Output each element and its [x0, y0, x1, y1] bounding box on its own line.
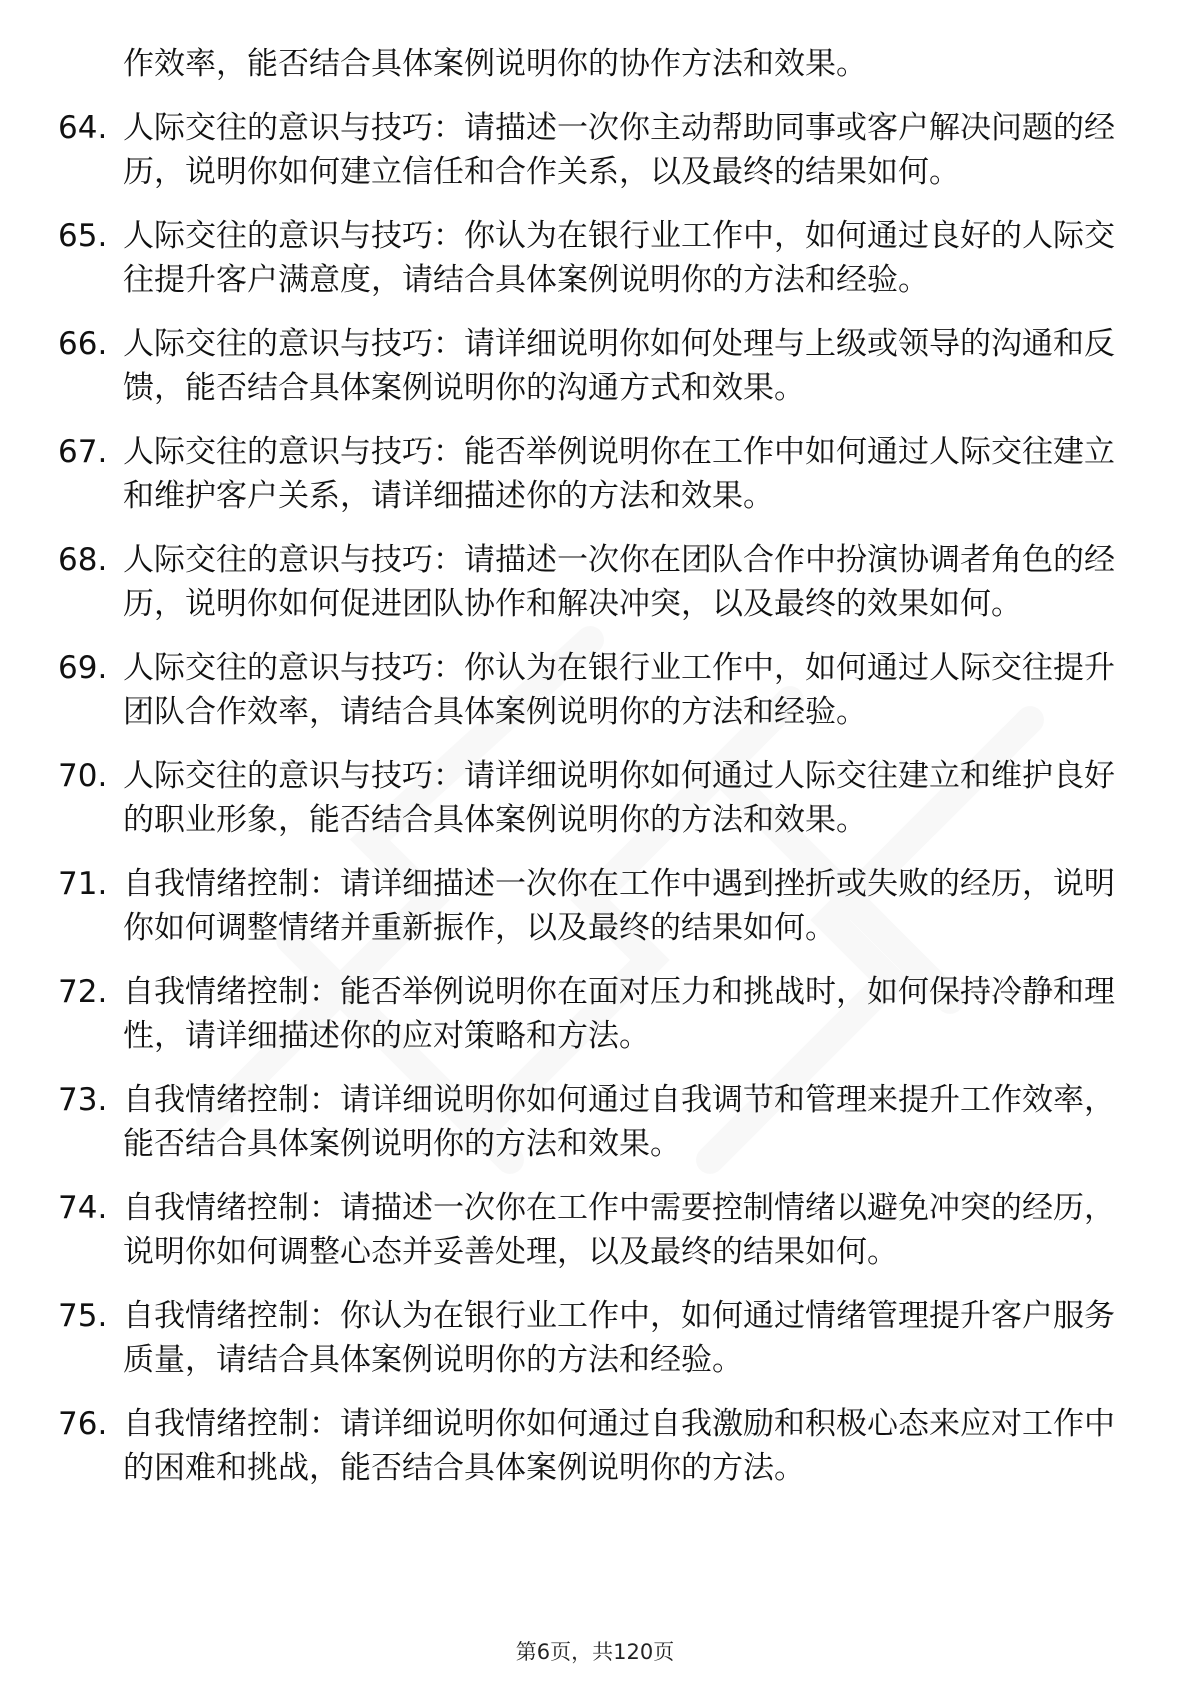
- item-number: 65.: [58, 218, 108, 254]
- list-item-71: [58, 862, 1118, 950]
- continuation-text: 作效率，能否结合具体案例说明你的协作方法和效果。: [123, 46, 867, 82]
- item-text: 人际交往的意识与技巧：请描述一次你主动帮助同事或客户解决问题的经历，说明你如何建立信任和合作关系，以及最终的结果如何。: [123, 110, 1115, 190]
- list-item-70: [58, 754, 1118, 842]
- item-text: 人际交往的意识与技巧：请详细说明你如何通过人际交往建立和维护良好的职业形象，能否结合具体案例说明你的方法和效果。: [123, 758, 1115, 838]
- item-number: 66.: [58, 326, 108, 362]
- page-number-footer: 第6页，共120页: [515, 1640, 675, 1664]
- item-number: 69.: [58, 650, 108, 686]
- item-text: 自我情绪控制：请详细描述一次你在工作中遇到挫折或失败的经历，说明你如何调整情绪并重新振作，以及最终的结果如何。: [123, 866, 1115, 946]
- question-list: [58, 42, 1118, 1510]
- item-text: 人际交往的意识与技巧：请详细说明你如何处理与上级或领导的沟通和反馈，能否结合具体案例说明你的沟通方式和效果。: [123, 326, 1115, 406]
- item-text: 人际交往的意识与技巧：请描述一次你在团队合作中扮演协调者角色的经历，说明你如何促进团队协作和解决冲突，以及最终的效果如何。: [123, 542, 1115, 622]
- list-item-66: [58, 322, 1118, 410]
- item-text: 自我情绪控制：你认为在银行业工作中，如何通过情绪管理提升客户服务质量，请结合具体案例说明你的方法和经验。: [123, 1298, 1115, 1378]
- item-number: 73.: [58, 1082, 108, 1118]
- item-number: 68.: [58, 542, 108, 578]
- item-text: 自我情绪控制：能否举例说明你在面对压力和挑战时，如何保持冷静和理性，请详细描述你的应对策略和方法。: [123, 974, 1115, 1054]
- list-item-68: [58, 538, 1118, 626]
- list-item-69: [58, 646, 1118, 734]
- list-item-67: [58, 430, 1118, 518]
- list-item-72: [58, 970, 1118, 1058]
- list-item-74: [58, 1186, 1118, 1274]
- item-text: 人际交往的意识与技巧：你认为在银行业工作中，如何通过人际交往提升团队合作效率，请结合具体案例说明你的方法和经验。: [123, 650, 1115, 730]
- list-item-76: [58, 1402, 1118, 1490]
- list-item-73: [58, 1078, 1118, 1166]
- item-number: 70.: [58, 758, 108, 794]
- item-text: 自我情绪控制：请详细说明你如何通过自我激励和积极心态来应对工作中的困难和挑战，能否结合具体案例说明你的方法。: [123, 1406, 1115, 1486]
- item-number: 67.: [58, 434, 108, 470]
- item-number: 72.: [58, 974, 108, 1010]
- item-number: 74.: [58, 1190, 108, 1226]
- item-number: 75.: [58, 1298, 108, 1334]
- list-item-64: [58, 106, 1118, 194]
- item-number: 71.: [58, 866, 108, 902]
- item-number: 64.: [58, 110, 108, 146]
- item-text: 自我情绪控制：请详细说明你如何通过自我调节和管理来提升工作效率，能否结合具体案例说明你的方法和效果。: [123, 1082, 1115, 1162]
- item-text: 人际交往的意识与技巧：能否举例说明你在工作中如何通过人际交往建立和维护客户关系，请详细描述你的方法和效果。: [123, 434, 1115, 514]
- item-text: 人际交往的意识与技巧：你认为在银行业工作中，如何通过良好的人际交往提升客户满意度，请结合具体案例说明你的方法和经验。: [123, 218, 1115, 298]
- list-item-75: [58, 1294, 1118, 1382]
- item-number: 76.: [58, 1406, 108, 1442]
- item-text: 自我情绪控制：请描述一次你在工作中需要控制情绪以避免冲突的经历，说明你如何调整心态并妥善处理，以及最终的结果如何。: [123, 1190, 1115, 1270]
- list-item-65: [58, 214, 1118, 302]
